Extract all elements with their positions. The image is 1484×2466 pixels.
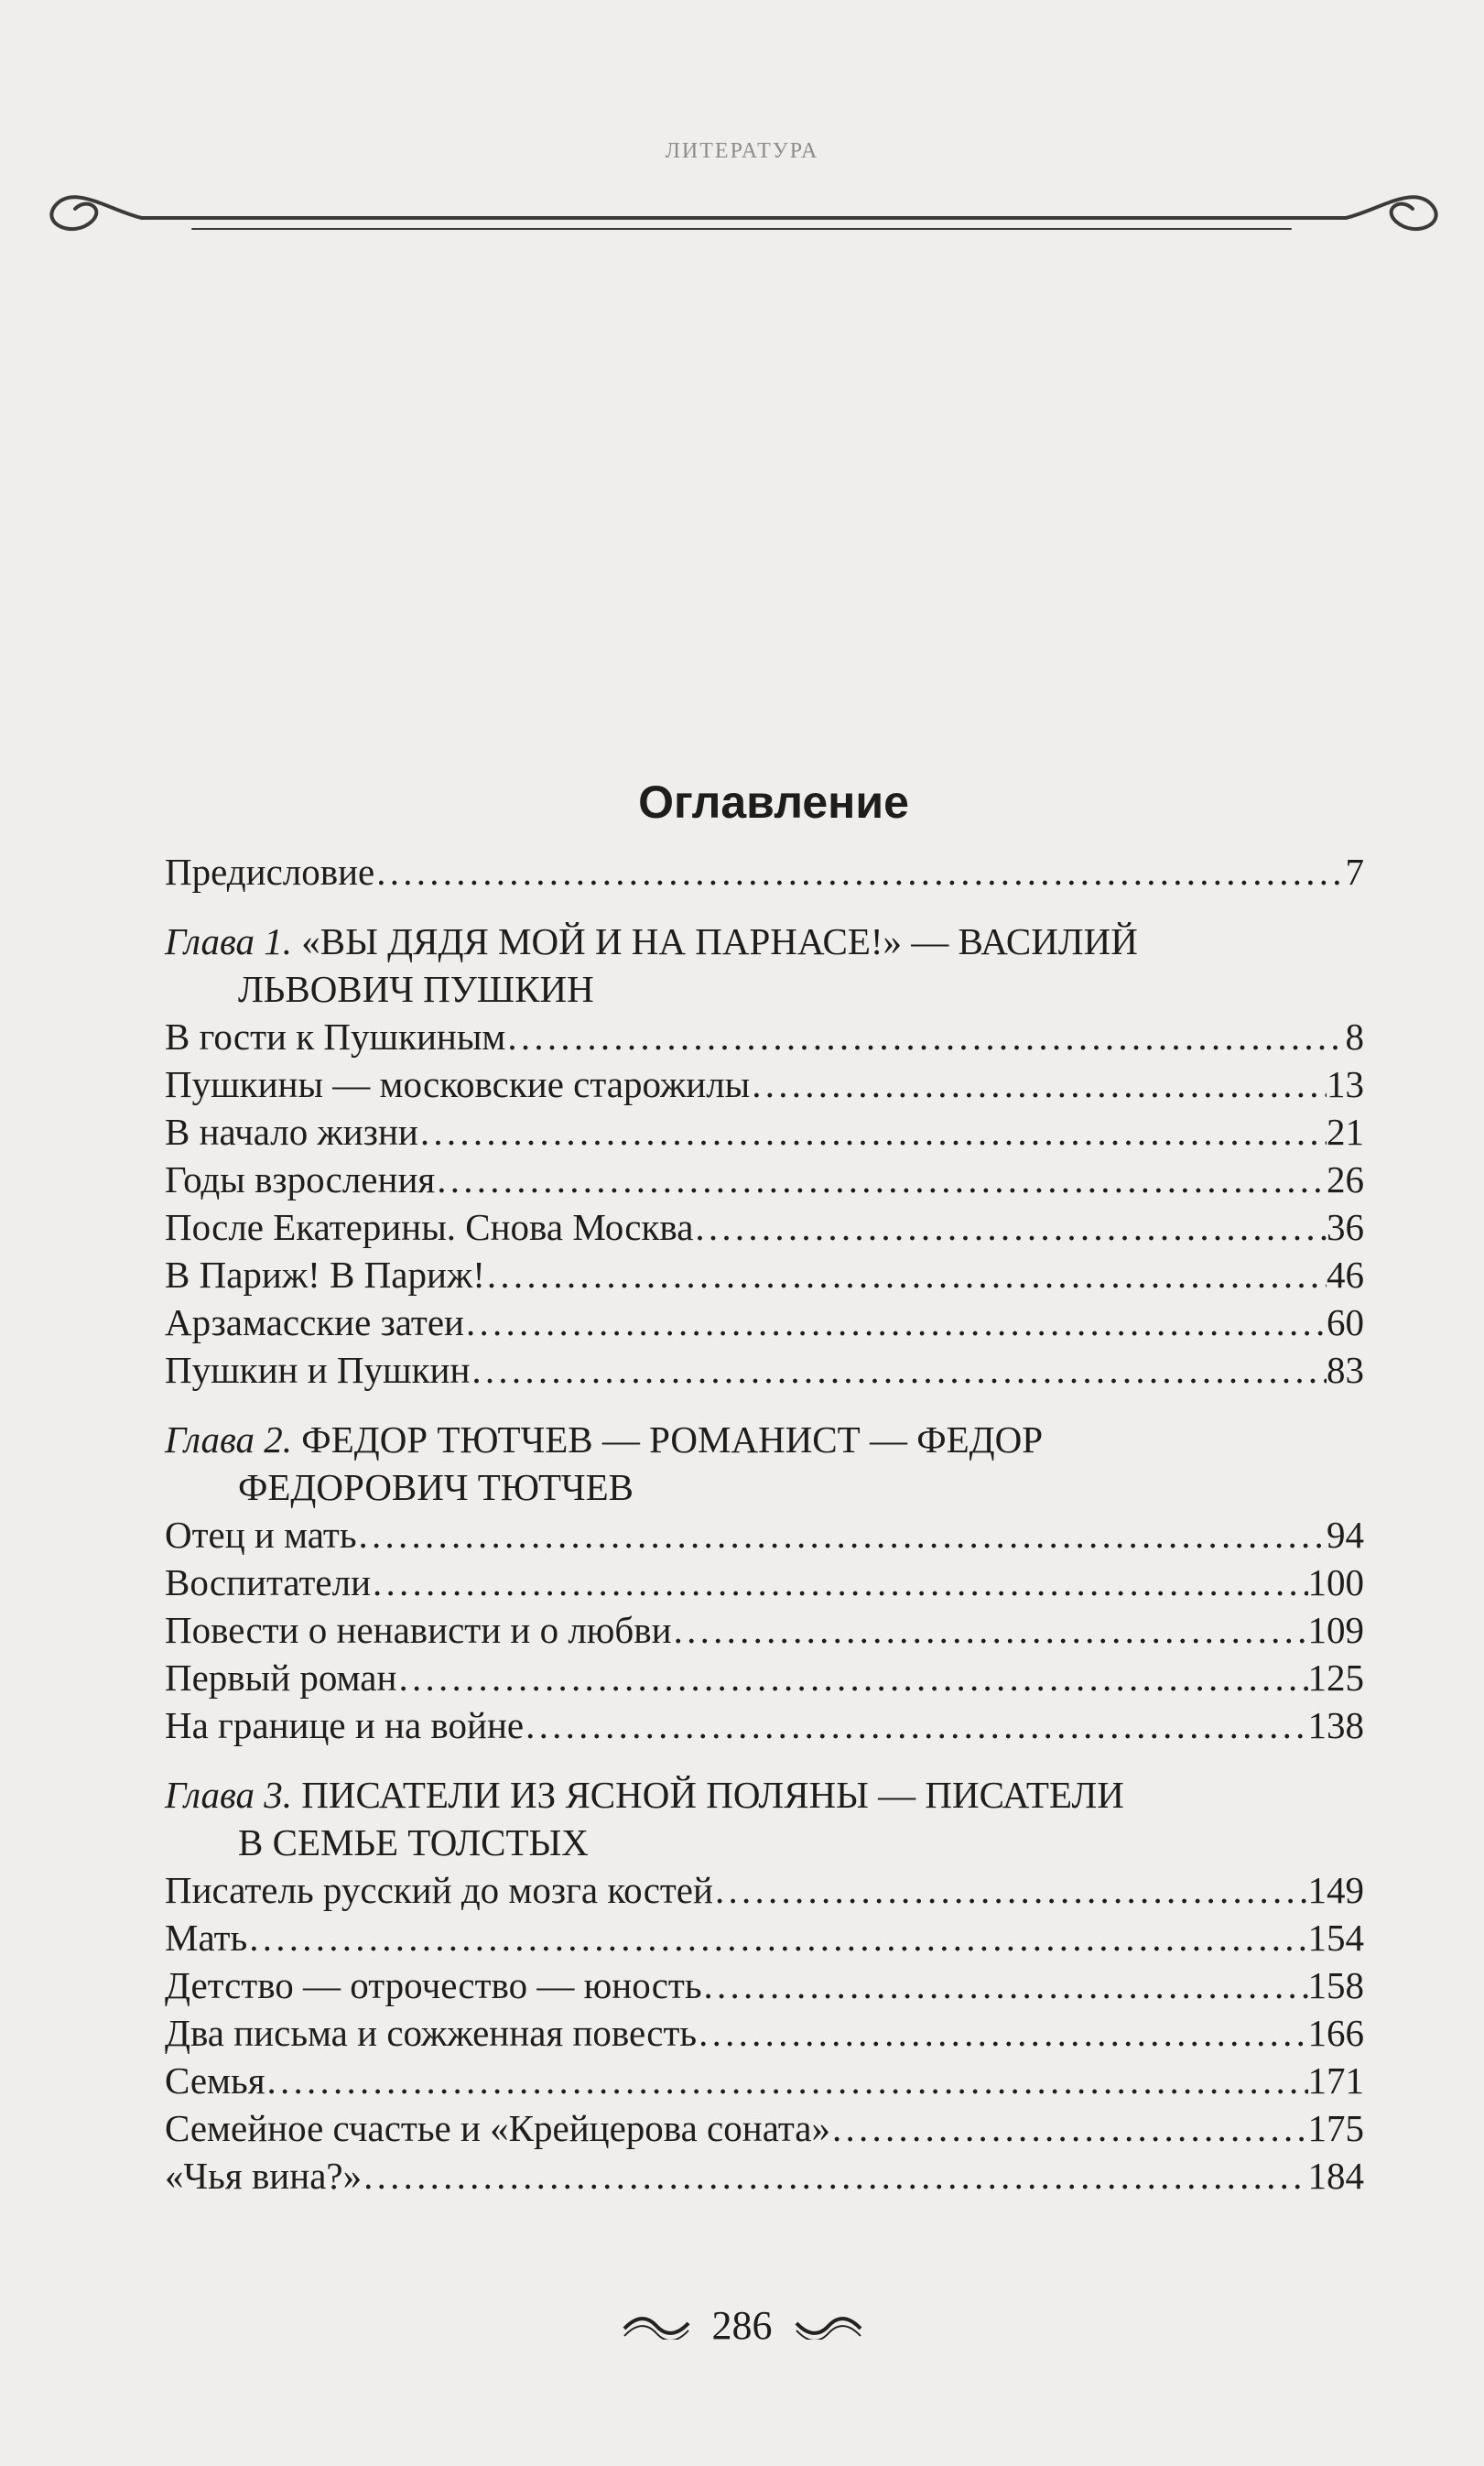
entry-label: Первый роман bbox=[165, 1657, 397, 1699]
entry-label: Семейное счастье и «Крейцерова соната» bbox=[165, 2107, 830, 2149]
chapter-number: Глава 3. bbox=[165, 1774, 293, 1816]
entry-label: Два письма и сожженная повесть bbox=[165, 2012, 698, 2054]
entry-page: 13 bbox=[1327, 1063, 1364, 1105]
header-flourish-ornament bbox=[0, 165, 1484, 266]
toc-entry bbox=[165, 1203, 1364, 1251]
toc-title: Оглавление bbox=[638, 777, 909, 828]
leader-dots bbox=[464, 1298, 1327, 1346]
leader-dots bbox=[750, 1060, 1327, 1108]
entry-page: 149 bbox=[1307, 1869, 1364, 1911]
toc-entry bbox=[165, 1606, 1364, 1654]
chapter-number: Глава 1. bbox=[165, 920, 293, 962]
chapter-title-line1: ФЕДОР ТЮТЧЕВ — РОМАНИСТ — ФЕДОР bbox=[301, 1418, 1044, 1461]
leader-dots bbox=[362, 2152, 1307, 2200]
toc-entry bbox=[165, 1559, 1364, 1606]
toc-entry bbox=[165, 1961, 1364, 2009]
entry-label: Предисловие bbox=[165, 851, 375, 893]
leader-dots bbox=[672, 1606, 1308, 1654]
entry-page: 166 bbox=[1307, 2012, 1364, 2054]
page-number: 286 bbox=[711, 2303, 773, 2349]
entry-label: На границе и на войне bbox=[165, 1704, 525, 1746]
chapter-title-line2: ФЕДОРОВИЧ ТЮТЧЕВ bbox=[238, 1466, 634, 1508]
right-tilde-ornament bbox=[792, 2312, 865, 2340]
chapter-title-line1: «ВЫ ДЯДЯ МОЙ И НА ПАРНАСЕ!» — ВАСИЛИЙ bbox=[301, 920, 1138, 962]
entry-page: 184 bbox=[1307, 2155, 1364, 2197]
chapter-heading bbox=[165, 1416, 1364, 1511]
leader-dots bbox=[396, 1654, 1307, 1701]
entry-page: 100 bbox=[1307, 1561, 1364, 1603]
toc-entry bbox=[165, 1701, 1364, 1749]
page-header bbox=[0, 119, 1484, 266]
entry-page: 46 bbox=[1327, 1254, 1364, 1296]
toc-entry bbox=[165, 1156, 1364, 1203]
entry-page: 154 bbox=[1307, 1917, 1364, 1959]
entry-page: 138 bbox=[1307, 1704, 1364, 1746]
entry-label: «Чья вина?» bbox=[165, 2155, 363, 2197]
entry-page: 109 bbox=[1307, 1609, 1364, 1651]
toc-entry bbox=[165, 1511, 1364, 1559]
chapter-number: Глава 2. bbox=[165, 1418, 293, 1461]
leader-dots bbox=[247, 1914, 1307, 1961]
entry-page: 21 bbox=[1327, 1111, 1364, 1153]
toc-entry bbox=[165, 2104, 1364, 2152]
leader-dots bbox=[713, 1866, 1308, 1914]
entry-page: 94 bbox=[1327, 1514, 1364, 1556]
leader-dots bbox=[371, 1559, 1307, 1606]
entry-page: 36 bbox=[1327, 1206, 1364, 1248]
leader-dots bbox=[435, 1156, 1327, 1203]
toc-entry bbox=[165, 1346, 1364, 1394]
leader-dots bbox=[470, 1346, 1327, 1394]
leader-dots bbox=[693, 1203, 1327, 1251]
toc-entry bbox=[165, 1914, 1364, 1961]
toc-entry bbox=[165, 2057, 1364, 2104]
entry-label: Отец и мать bbox=[165, 1514, 357, 1556]
leader-dots bbox=[702, 1961, 1308, 2009]
entry-page: 158 bbox=[1307, 1964, 1364, 2006]
entry-label: В Париж! В Париж! bbox=[165, 1254, 485, 1296]
entry-label: Семья bbox=[165, 2059, 265, 2102]
entry-page: 125 bbox=[1307, 1657, 1364, 1699]
leader-dots bbox=[697, 2009, 1307, 2057]
entry-label: В начало жизни bbox=[165, 1111, 418, 1153]
entry-label: Повести о ненависти и о любви bbox=[165, 1609, 672, 1651]
toc-entry bbox=[165, 1013, 1364, 1060]
entry-label: После Екатерины. Снова Москва bbox=[165, 1206, 694, 1248]
chapters-container bbox=[165, 918, 1364, 2200]
toc-entry bbox=[165, 1654, 1364, 1701]
entry-page: 7 bbox=[1345, 851, 1364, 893]
left-tilde-ornament bbox=[620, 2312, 693, 2340]
page-footer bbox=[0, 2298, 1484, 2349]
entry-page: 171 bbox=[1307, 2059, 1364, 2102]
entry-label: Годы взросления bbox=[165, 1158, 436, 1200]
toc-entry-preface bbox=[165, 848, 1364, 896]
leader-dots bbox=[524, 1701, 1307, 1749]
chapter-heading bbox=[165, 918, 1364, 1013]
leader-dots bbox=[418, 1108, 1327, 1156]
entry-page: 83 bbox=[1327, 1349, 1364, 1391]
leader-dots bbox=[505, 1013, 1345, 1060]
entry-page: 26 bbox=[1327, 1158, 1364, 1200]
entry-label: Пушкин и Пушкин bbox=[165, 1349, 471, 1391]
chapter-title-line2: ЛЬВОВИЧ ПУШКИН bbox=[238, 968, 594, 1010]
running-title: ЛИТЕРАТУРА bbox=[665, 139, 819, 163]
chapter-title-line1: ПИСАТЕЛИ ИЗ ЯСНОЙ ПОЛЯНЫ — ПИСАТЕЛИ bbox=[301, 1774, 1124, 1816]
toc-entry bbox=[165, 2009, 1364, 2057]
entry-label: Воспитатели bbox=[165, 1561, 372, 1603]
leader-dots bbox=[830, 2104, 1308, 2152]
chapter-heading bbox=[165, 1771, 1364, 1866]
entry-label: В гости к Пушкиным bbox=[165, 1016, 506, 1058]
toc-entry bbox=[165, 1866, 1364, 1914]
toc-entry bbox=[165, 1060, 1364, 1108]
entry-page: 60 bbox=[1327, 1301, 1364, 1343]
entry-label: Детство — отрочество — юность bbox=[165, 1964, 702, 2006]
entry-page: 8 bbox=[1345, 1016, 1364, 1058]
leader-dots bbox=[357, 1511, 1327, 1559]
entry-page: 175 bbox=[1307, 2107, 1364, 2149]
entry-label: Пушкины — московские старожилы bbox=[165, 1063, 751, 1105]
toc-entry bbox=[165, 1298, 1364, 1346]
chapter-title-line2: В СЕМЬЕ ТОЛСТЫХ bbox=[238, 1821, 589, 1863]
entry-label: Мать bbox=[165, 1917, 248, 1959]
leader-dots bbox=[374, 848, 1345, 896]
entry-label: Арзамасские затеи bbox=[165, 1301, 464, 1343]
toc-entry bbox=[165, 1108, 1364, 1156]
toc-entry bbox=[165, 1251, 1364, 1298]
toc-entry bbox=[165, 2152, 1364, 2200]
leader-dots bbox=[485, 1251, 1327, 1298]
table-of-contents bbox=[165, 769, 1364, 2200]
leader-dots bbox=[265, 2057, 1308, 2104]
entry-label: Писатель русский до мозга костей bbox=[165, 1869, 713, 1911]
